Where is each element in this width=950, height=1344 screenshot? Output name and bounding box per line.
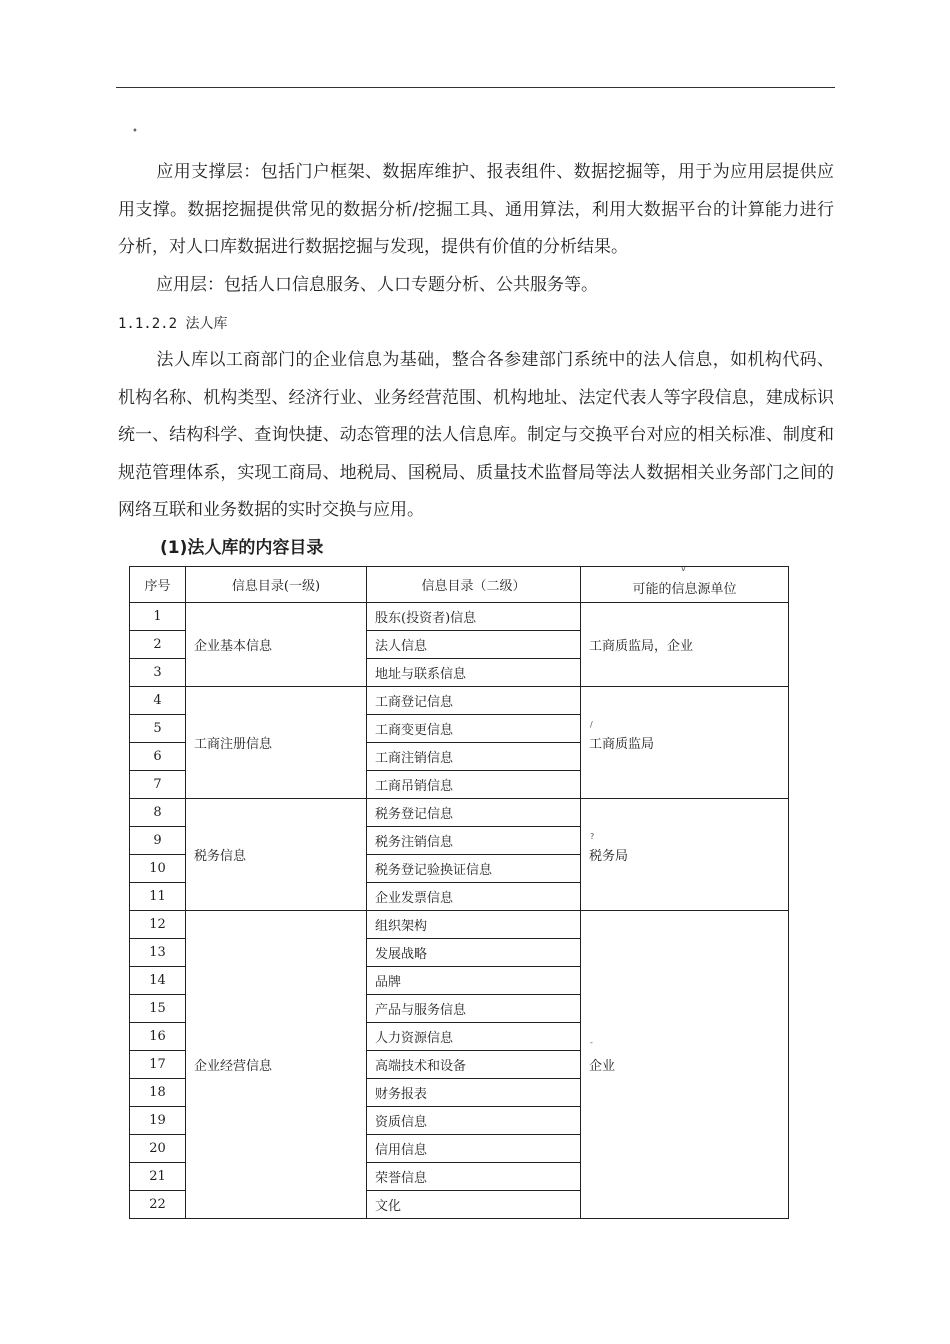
row-number: 7 [130, 771, 186, 799]
stray-mark: ? [590, 832, 595, 841]
stray-mark: v [681, 564, 686, 573]
table-row [130, 603, 789, 631]
row-number: 1 [130, 603, 186, 631]
level2-category: 信用信息 [367, 1135, 581, 1163]
row-number: 6 [130, 743, 186, 771]
level2-category: 工商登记信息 [367, 687, 581, 715]
level2-category: 组织架构 [367, 911, 581, 939]
row-number: 5 [130, 715, 186, 743]
row-number: 12 [130, 911, 186, 939]
level2-category: 品牌 [367, 967, 581, 995]
row-number: 20 [130, 1135, 186, 1163]
row-number: 8 [130, 799, 186, 827]
row-number: 18 [130, 1079, 186, 1107]
level1-category: 企业基本信息 [186, 603, 367, 687]
level2-category: 法人信息 [367, 631, 581, 659]
table-title: (1)法人库的内容目录 [160, 538, 324, 558]
col-header-level2: 信息目录（二级） [367, 567, 581, 603]
row-number: 21 [130, 1163, 186, 1191]
col-header-no: 序号 [130, 567, 186, 603]
level1-category: 税务信息 [186, 799, 367, 911]
table-row [130, 911, 789, 939]
level2-category: 资质信息 [367, 1107, 581, 1135]
level2-category: 工商吊销信息 [367, 771, 581, 799]
level1-category: 工商注册信息 [186, 687, 367, 799]
row-number: 22 [130, 1191, 186, 1219]
section-heading [118, 312, 227, 336]
source-unit: 工商质监局 [581, 687, 789, 799]
table-header-row [130, 567, 789, 603]
level2-category: 工商注销信息 [367, 743, 581, 771]
catalog-table [129, 566, 789, 1219]
level2-category: 发展战略 [367, 939, 581, 967]
row-number: 14 [130, 967, 186, 995]
source-unit: 工商质监局，企业 [581, 603, 789, 687]
paragraph-legal-db: 法人库以工商部门的企业信息为基础，整合各参建部门系统中的法人信息，如机构代码、机构名称、机构类型、经济行业、业务经营范围、机构地址、法定代表人等字段信息，建成标识统一、结构科学、查询快捷、动态管理的法人信息库。制定与交换平台对应的相关标准、制度和规范管理体系，实现工商局、地税局、国税局、质量技术监督局等法人数据相关业务部门之间的网络互联和业务数据的实时交换与应用。 [118, 350, 834, 520]
table-row [130, 799, 789, 827]
row-number: 10 [130, 855, 186, 883]
level2-category: 税务登记验换证信息 [367, 855, 581, 883]
source-unit: 企业 [581, 911, 789, 1219]
level2-category: 税务登记信息 [367, 799, 581, 827]
stray-mark: - [590, 1038, 593, 1047]
stray-mark: / [590, 720, 593, 729]
header-rule [116, 87, 835, 88]
row-number: 4 [130, 687, 186, 715]
row-number: 2 [130, 631, 186, 659]
level2-category: 税务注销信息 [367, 827, 581, 855]
section-number: 1.1.2.2 [118, 316, 178, 332]
row-number: 16 [130, 1023, 186, 1051]
row-number: 15 [130, 995, 186, 1023]
level2-category: 财务报表 [367, 1079, 581, 1107]
row-number: 3 [130, 659, 186, 687]
col-header-source: 可能的信息源单位 [581, 567, 789, 603]
row-number: 11 [130, 883, 186, 911]
row-number: 9 [130, 827, 186, 855]
row-number: 17 [130, 1051, 186, 1079]
level2-category: 企业发票信息 [367, 883, 581, 911]
table-row [130, 687, 789, 715]
row-number: 13 [130, 939, 186, 967]
paragraph-app-support: 应用支撑层：包括门户框架、数据库维护、报表组件、数据挖掘等，用于为应用层提供应用支撑。数据挖掘提供常见的数据分析/挖掘工具、通用算法，利用大数据平台的计算能力进行分析，对人口库数据进行数据挖掘与发现，提供有价值的分析结果。 [118, 162, 834, 257]
level2-category: 人力资源信息 [367, 1023, 581, 1051]
section-title: 法人库 [185, 316, 228, 332]
level2-category: 地址与联系信息 [367, 659, 581, 687]
source-unit: 税务局 [581, 799, 789, 911]
row-number: 19 [130, 1107, 186, 1135]
level1-category: 企业经营信息 [186, 911, 367, 1219]
level2-category: 工商变更信息 [367, 715, 581, 743]
level2-category: 产品与服务信息 [367, 995, 581, 1023]
col-header-level1: 信息目录(一级) [186, 567, 367, 603]
level2-category: 股东(投资者)信息 [367, 603, 581, 631]
level2-category: 荣誉信息 [367, 1163, 581, 1191]
level2-category: 文化 [367, 1191, 581, 1219]
stray-dot: • [132, 126, 138, 137]
paragraph-app-layer: 应用层：包括人口信息服务、人口专题分析、公共服务等。 [156, 275, 598, 295]
level2-category: 高端技术和设备 [367, 1051, 581, 1079]
